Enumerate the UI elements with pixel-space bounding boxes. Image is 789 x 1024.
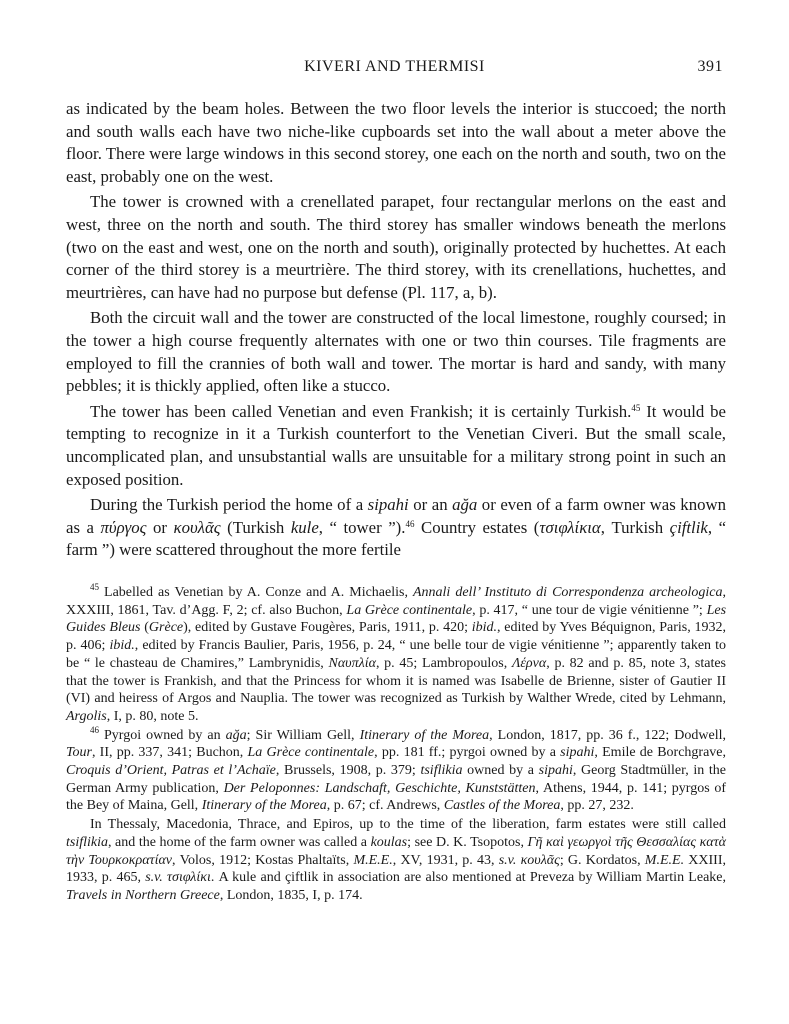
footnote-46	[66, 724, 727, 816]
fn-text: , XV, 1931, p. 43,	[392, 852, 499, 868]
page-number: 391	[697, 58, 723, 75]
fn-title: ibid.	[109, 638, 135, 654]
fn-text: ), edited by Gustave Fougères, Paris, 1911, p. 420;	[183, 620, 472, 636]
fn-title: s.v.	[145, 870, 163, 886]
term-aga: ağa	[452, 495, 478, 515]
footnote-number: 46	[90, 724, 99, 735]
fn-title: Annali dell’ Instituto di Correspondenza archeologica	[412, 585, 723, 600]
fn-greek: τσιφλίκι	[167, 870, 211, 886]
fn-title: Castles of the Morea	[443, 798, 561, 814]
fn-text: , p. 417, “ une tour de vigie vénitienne ”;	[472, 602, 707, 618]
fn-text: , Brussels, 1908, p. 379;	[275, 763, 421, 779]
footnote-number: 45	[90, 582, 99, 592]
fn-title: tsiflikia	[420, 763, 463, 779]
footnotes	[66, 584, 726, 906]
fn-text: , Georg Stadtmüller, in the German Army publication,	[66, 763, 726, 796]
p5-text: , Turkish	[600, 517, 670, 537]
running-title: KIVERI AND THERMISI	[304, 58, 485, 75]
fn-text: , pp. 181 ff.; pyrgoi owned by a	[374, 745, 561, 761]
paragraph-5	[66, 494, 726, 562]
fn-title: La Grèce continentale	[346, 602, 473, 618]
fn-greek: Γῆ καὶ γεωργοὶ τῆς Θεσσαλίας κατὰ τὴν Τουρκοκρατίαν	[66, 834, 726, 868]
fn-text: , pp. 27, 232.	[560, 798, 634, 814]
footnote-ref-46[interactable]: 46	[405, 518, 415, 529]
fn-text: , and the home of the farm owner was called a	[108, 834, 371, 850]
fn-text: , London, 1817, pp. 36 f., 122; Dodwell,	[489, 727, 726, 743]
fn-greek: Λέρνα	[511, 655, 547, 671]
p5-text: During the Turkish period the home of a	[90, 495, 368, 515]
fn-title: sipahi	[538, 763, 573, 779]
fn-text: , edited by Yves Béquignon, Paris, 1932, p. 406;	[66, 620, 726, 654]
fn-text: Pyrgoi owned by an	[99, 727, 226, 743]
fn-text: ; G. Kordatos,	[559, 852, 645, 868]
greek-term-koulas: κουλᾶς	[173, 517, 221, 537]
fn-title: M.E.E.	[353, 852, 393, 868]
fn-title: Tour	[66, 745, 92, 761]
paragraph-3: Both the circuit wall and the tower are constructed of the local limestone, roughly coursed; in the tower a high course frequently alternates with one or two thin courses. Tile fragments are employed to fill the crannies of both wall and tower. The mortar is hard and sandy, with many pebbles; it is thickly applied, often like a stucco.	[66, 308, 726, 396]
fn-text: , edited by Francis Baulier, Paris, 1956, p. 24, “ une belle tour de vigie vénitienne ”; apparently taken to be “ le chasteau de Chamires,” Lambrynidis,	[66, 638, 726, 671]
p5-text: , “ tower ”).	[318, 517, 406, 537]
footnote-45	[66, 584, 726, 726]
fn-title: tsiflikia	[66, 834, 108, 850]
fn-text: , London, 1835, I, p. 174.	[219, 887, 363, 903]
fn-text: (	[140, 620, 149, 636]
footnote-46-continued	[66, 816, 726, 905]
fn-title: ibid.	[471, 620, 498, 636]
fn-text: owned by a	[462, 763, 539, 779]
fn-text: , Athens, 1944, p. 141; pyrgos of the Bey of Maina, Gell,	[66, 780, 726, 814]
term-sipahi: sipahi	[367, 495, 409, 515]
fn-title: Croquis d’Orient, Patras et l’Achaïe	[66, 763, 276, 779]
fn-title: Der Peloponnes: Landschaft, Geschichte, Kunststätten	[223, 780, 536, 796]
greek-term-pyrgos: πύργος	[100, 517, 147, 537]
running-header	[66, 58, 723, 80]
fn-text: ; Sir William Gell,	[246, 727, 360, 743]
fn-greek: κουλᾶς	[520, 852, 560, 868]
fn-title: sipahi	[560, 745, 595, 761]
fn-title: La Grèce continentale	[247, 745, 375, 761]
fn-title: s.v.	[498, 852, 517, 868]
p5-text: , “ farm ”) were scattered throughout the more fertile	[66, 517, 727, 560]
paragraph-2: The tower is crowned with a crenellated parapet, four rectangular merlons on the east and west, three on the north and south. The third storey has smaller windows beneath the merlons (two on the east and west, one on the north and south), originally protected by huchettes. At each corner of the third storey is a meurtrière. The third storey, with its crenellations, huchettes, and meurtrières, can have had no purpose but defense (Pl. 117, a, b).	[66, 192, 726, 302]
p4-text: The tower has been called Venetian and even Frankish; it is certainly Turkish.	[90, 401, 632, 421]
greek-term-tsiflikia: τσιφλίκια	[539, 517, 601, 537]
fn-text: XXIII, 1933, p. 465,	[66, 852, 726, 886]
paragraph-4	[66, 401, 726, 491]
paragraph-1: as indicated by the beam holes. Between the two floor levels the interior is stuccoed; the north and south walls each have two niche-like cupboards set into the wall about a meter above the floor. There were large windows in this second storey, one each on the north and south, two on the east, probably one on the west.	[66, 99, 726, 186]
fn-title: koulas	[370, 834, 408, 850]
fn-title: Argolis	[66, 708, 107, 724]
fn-text: ; see D. K. Tsopotos,	[407, 834, 528, 850]
p5-text: (Turkish	[220, 517, 291, 537]
fn-title: Itinerary of the Morea	[201, 798, 327, 814]
p5-text: or even of a farm owner was known as a	[66, 495, 726, 537]
fn-text: In Thessaly, Macedonia, Thrace, and Epiros, up to the time of the liberation, farm estates were still called	[90, 817, 726, 833]
fn-text: , XXXIII, 1861, Tav. d’Agg. F, 2; cf. also Buchon,	[66, 585, 726, 618]
main-text	[66, 98, 726, 565]
p4-continuation: It would be tempting to recognize in it a Turkish counterfort to the Venetian Civeri. But the small scale, uncomplicated plan, and unsubstantial walls are unsuitable for a military strong point in such an exposed position.	[66, 401, 726, 489]
fn-text: . A kule and çiftlik in association are also mentioned at Preveza by William Martin Leake,	[210, 870, 726, 886]
footnote-ref-45[interactable]: 45	[631, 402, 641, 413]
p5-text: or	[146, 517, 174, 537]
fn-text: , I, p. 80, note 5.	[106, 708, 199, 724]
fn-text: , Emile de Borchgrave,	[594, 745, 727, 761]
fn-text: , Volos, 1912; Kostas Phaltaïts,	[172, 852, 354, 868]
fn-title: Grèce	[148, 620, 184, 636]
term-kule: kule	[290, 517, 319, 537]
fn-greek: Ναυπλία	[328, 655, 376, 671]
fn-text: , II, pp. 337, 341; Buchon,	[91, 745, 248, 761]
fn-title: ağa	[225, 727, 247, 743]
fn-text: , p. 45; Lambropoulos,	[375, 655, 512, 671]
fn-text: , p. 82 and p. 85, note 3, states that the tower is Frankish, and that the Princess for whom it is named was Isabelle de Brienne, sister of Gautier II (VI) and heiress of Argos and Nauplia. The tower was recognized as Turkish by Walther Wrede, cited by Lehmann,	[66, 655, 727, 707]
fn-title: Les Guides Bleus	[66, 602, 727, 636]
fn-title: M.E.E.	[644, 852, 685, 868]
p5-text: Country estates (	[414, 517, 540, 537]
fn-title: Travels in Northern Greece	[66, 887, 220, 903]
p5-text: or an	[408, 495, 453, 515]
fn-text: Labelled as Venetian by A. Conze and A. Michaelis,	[99, 585, 413, 600]
fn-title: Itinerary of the Morea	[359, 727, 490, 743]
term-ciftlik: çiftlik	[669, 517, 708, 537]
fn-text: , p. 67; cf. Andrews,	[326, 798, 444, 814]
